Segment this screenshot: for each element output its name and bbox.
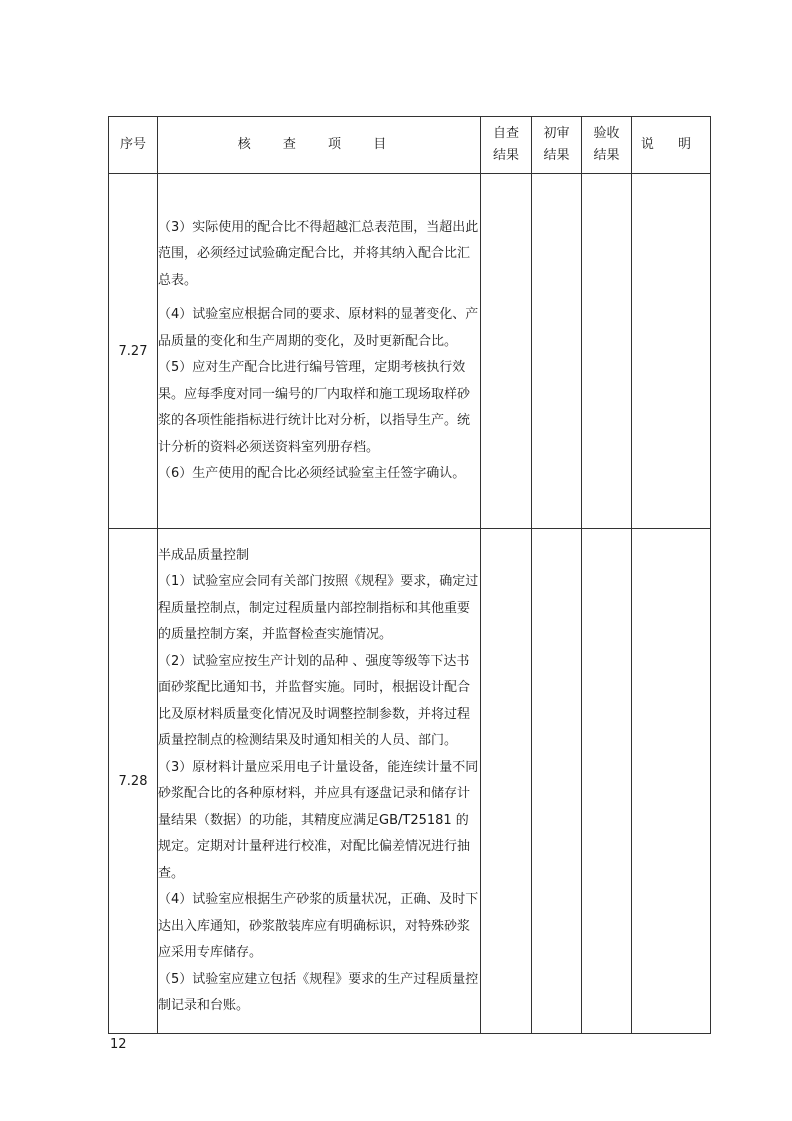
acceptance-cell[interactable] — [582, 174, 632, 529]
acceptance-cell[interactable] — [582, 529, 632, 1034]
item-paragraph: （3）实际使用的配合比不得超越汇总表范围，当超出此范围，必须经过试验确定配合比，并将其纳入配合比汇总表。 — [158, 219, 479, 288]
row-seq: 7.28 — [109, 529, 158, 1034]
item-paragraph: （3）原材料计量应采用电子计量设备，能连续计量不同砂浆配合比的各种原材料，并应具有逐盘记录和储存计量结果（数据）的功能，其精度应满足GB/T25181 的规定。定期对计量秤进行校准，对配比偏差情况进行抽查。 — [158, 759, 479, 881]
header-row — [109, 117, 711, 174]
header-acceptance — [582, 117, 632, 174]
item-heading: 半成品质量控制 — [158, 547, 250, 563]
item-paragraph: （6）生产使用的配合比必须经试验室主任签字确认。 — [158, 466, 466, 481]
header-initial-review-line1: 初审 — [543, 126, 570, 141]
self-check-cell[interactable] — [481, 174, 532, 529]
table-row — [109, 174, 711, 529]
item-paragraph: （4）试验室应根据合同的要求、原材料的显著变化、产品质量的变化和生产周期的变化，及时更新配合比。 — [158, 307, 479, 349]
inspection-table — [108, 116, 711, 1034]
header-notes: 说 明 — [632, 117, 711, 174]
item-paragraph: （5）试验室应建立包括《规程》要求的生产过程质量控制记录和台账。 — [158, 971, 479, 1013]
header-self-check-line1: 自查 — [492, 126, 519, 141]
header-initial-review-line2: 结果 — [543, 148, 570, 163]
header-check-item: 核 查 项 目 — [158, 117, 481, 174]
notes-cell[interactable] — [632, 174, 711, 529]
header-seq: 序号 — [109, 117, 158, 174]
page-number: 12 — [110, 1037, 127, 1052]
header-self-check-line2: 结果 — [492, 148, 519, 163]
table-row — [109, 529, 711, 1034]
header-self-check — [481, 117, 532, 174]
row-check-items — [158, 529, 481, 1034]
item-paragraph: （5）应对生产配合比进行编号管理，定期考核执行效果。应每季度对同一编号的厂内取样和施工现场取样砂浆的各项性能指标进行统计比对分析，以指导生产。统计分析的资料必须送资料室列册存档。 — [158, 360, 471, 455]
row-check-items — [158, 174, 481, 529]
header-initial-review — [532, 117, 582, 174]
item-paragraph: （4）试验室应根据生产砂浆的质量状况，正确、及时下达出入库通知，砂浆散装库应有明确标识，对特殊砂浆应采用专库储存。 — [158, 892, 479, 960]
initial-review-cell[interactable] — [532, 529, 582, 1034]
self-check-cell[interactable] — [481, 529, 532, 1034]
row-seq: 7.27 — [109, 174, 158, 529]
item-paragraph: （2）试验室应按生产计划的品种 、强度等级等下达书面砂浆配比通知书，并监督实施。同时，根据设计配合比及原材料质量变化情况及时调整控制参数，并将过程质量控制点的检测结果及时通知相关的人员、部门。 — [158, 653, 471, 748]
header-acceptance-line2: 结果 — [593, 148, 620, 163]
header-acceptance-line1: 验收 — [593, 126, 620, 141]
item-paragraph: （1）试验室应会同有关部门按照《规程》要求，确定过程质量控制点，制定过程质量内部控制指标和其他重要的质量控制方案，并监督检查实施情况。 — [158, 574, 479, 642]
notes-cell[interactable] — [632, 529, 711, 1034]
initial-review-cell[interactable] — [532, 174, 582, 529]
